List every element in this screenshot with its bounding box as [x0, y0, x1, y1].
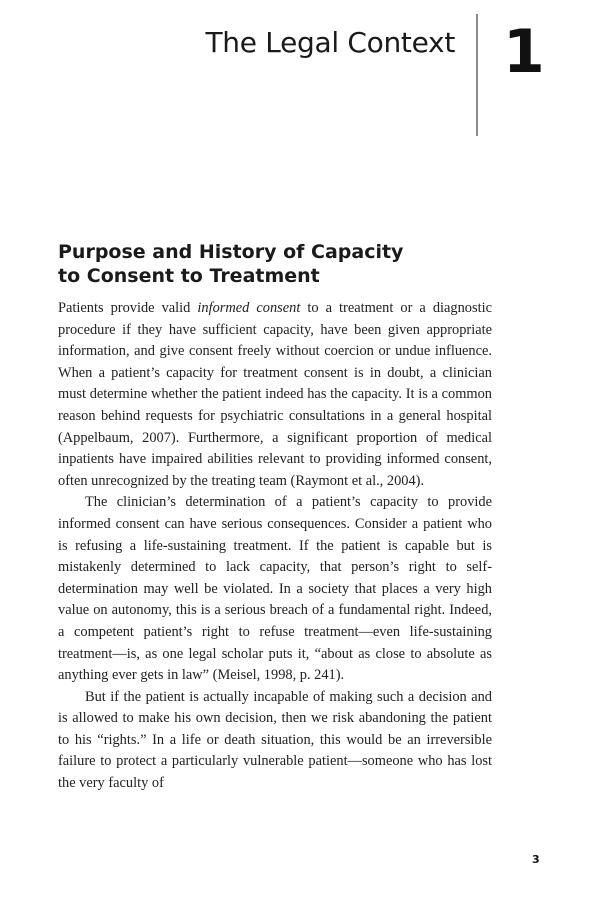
body-text	[58, 298, 492, 795]
paragraph-1	[58, 298, 492, 492]
chapter-title: The Legal Context	[205, 26, 455, 59]
informed-consent-term: informed consent	[197, 300, 301, 316]
chapter-header	[0, 0, 600, 140]
chapter-number: 1	[503, 17, 545, 87]
paragraph-1-after: to a treatment or a diagnostic procedure if they have sufficient capacity, have been given appropriate information, and give consent freely without coercion or undue influence. When a patient’s capacity for treatment consent is in doubt, a clinician must determine whether the patient indeed has the capacity. It is a common reason behind requests for psychiatric consultations in a general hospital (Appelbaum, 2007). Furthermore, a significant proportion of medical inpatients have impaired abilities relevant to providing informed consent, often unrecognized by the treating team (Raymont et al., 2004).	[58, 300, 492, 489]
section-heading-line-2: to Consent to Treatment	[58, 265, 320, 287]
paragraph-3: But if the patient is actually incapable of making such a decision and is allowed to make his own decision, then we risk abandoning the patient to his “rights.” In a life or death situation, this would be an irreversible failure to protect a particularly vulnerable patient—someone who has lost the very faculty of	[58, 688, 492, 792]
page-number: 3	[532, 853, 540, 866]
paragraph-1-before: Patients provide valid	[58, 300, 198, 316]
section-heading	[58, 240, 498, 288]
paragraph-2: The clinician’s determination of a patient’s capacity to provide informed consent can have serious consequences. Consider a patient who is refusing a life-sustaining treatment. If the patient is capable but is mistakenly determined to lack capacity, that person’s right to self-determination may well be violated. In a society that places a very high value on autonomy, this is a serious breach of a fundamental right. Indeed, a competent patient’s right to refuse treatment—even life-sustaining treatment—is, as one legal scholar puts it, “about as close to absolute as anything ever gets in law” (Meisel, 1998, p. 241).	[58, 494, 492, 684]
section-heading-line-1: Purpose and History of Capacity	[58, 241, 404, 263]
chapter-divider	[476, 14, 478, 136]
